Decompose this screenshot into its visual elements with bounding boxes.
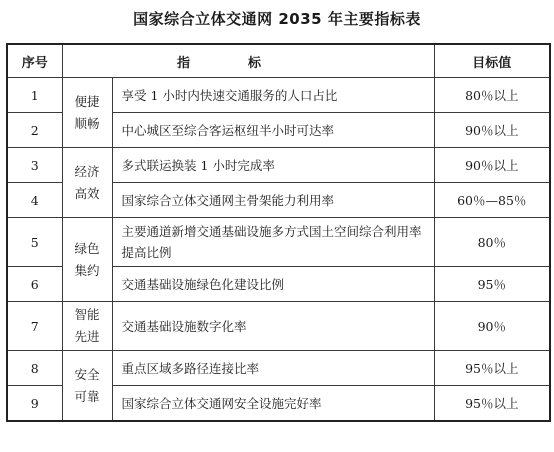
row-number: 1 — [7, 78, 62, 113]
indicator-cell: 国家综合立体交通网主骨架能力利用率 — [112, 183, 434, 218]
row-number: 8 — [7, 351, 62, 386]
target-cell: 80％以上 — [434, 78, 550, 113]
category-cell: 便捷 顺畅 — [62, 78, 112, 148]
header-row — [7, 44, 550, 78]
header-target: 目标值 — [434, 44, 550, 78]
category-cell: 绿色 集约 — [62, 218, 112, 302]
indicator-cell: 国家综合立体交通网安全设施完好率 — [112, 386, 434, 422]
indicator-cell: 主要通道新增交通基础设施多方式国土空间综合利用率提高比例 — [112, 218, 434, 267]
indicator-cell: 重点区域多路径连接比率 — [112, 351, 434, 386]
header-indicator: 指标 — [62, 44, 434, 78]
target-cell: 95％ — [434, 267, 550, 302]
row-number: 9 — [7, 386, 62, 422]
indicator-cell: 交通基础设施数字化率 — [112, 302, 434, 351]
table-title: 国家综合立体交通网 2035 年主要指标表 — [133, 10, 421, 28]
header-no: 序号 — [7, 44, 62, 78]
row-number: 4 — [7, 183, 62, 218]
target-cell: 90％ — [434, 302, 550, 351]
table-row — [7, 148, 550, 183]
row-number: 5 — [7, 218, 62, 267]
table-row — [7, 302, 550, 351]
category-cell: 经济 高效 — [62, 148, 112, 218]
target-cell: 60％—85％ — [434, 183, 550, 218]
indicator-cell: 多式联运换装 1 小时完成率 — [112, 148, 434, 183]
indicator-table — [6, 43, 551, 422]
table-row — [7, 218, 550, 267]
indicator-cell: 享受 1 小时内快速交通服务的人口占比 — [112, 78, 434, 113]
target-cell: 80％ — [434, 218, 550, 267]
target-cell: 95％以上 — [434, 386, 550, 422]
category-cell: 智能 先进 — [62, 302, 112, 351]
category-cell: 安全 可靠 — [62, 351, 112, 422]
table-row — [7, 351, 550, 386]
row-number: 7 — [7, 302, 62, 351]
indicator-cell: 交通基础设施绿色化建设比例 — [112, 267, 434, 302]
indicator-cell: 中心城区至综合客运枢纽半小时可达率 — [112, 113, 434, 148]
table-row — [7, 78, 550, 113]
row-number: 3 — [7, 148, 62, 183]
target-cell: 95％以上 — [434, 351, 550, 386]
row-number: 6 — [7, 267, 62, 302]
target-cell: 90％以上 — [434, 148, 550, 183]
target-cell: 90％以上 — [434, 113, 550, 148]
row-number: 2 — [7, 113, 62, 148]
